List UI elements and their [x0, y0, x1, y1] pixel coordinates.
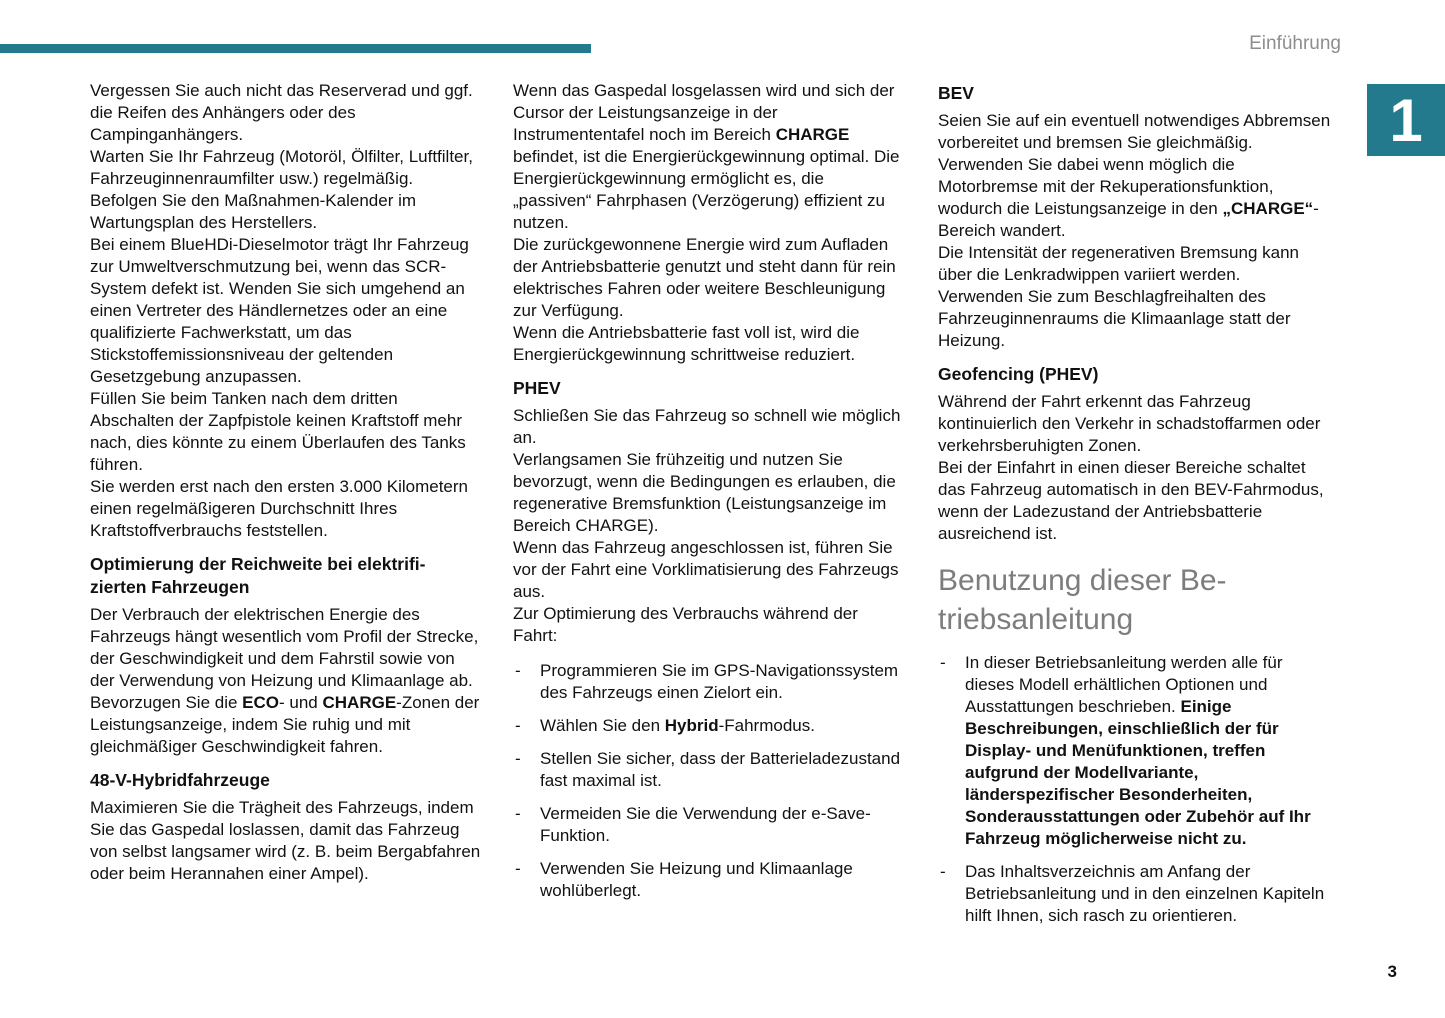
list-item: - Programmieren Sie im GPS-Navigationssystem des Fahrzeugs einen Zielort ein. — [513, 660, 905, 704]
list-item: - Wählen Sie den Hybrid-Fahrmodus. — [513, 715, 905, 737]
paragraph: Wenn das Fahrzeug angeschlossen ist, führen Sie vor der Fahrt eine Vorklimatisierung des Fahrzeugs aus. — [513, 538, 899, 601]
list-item: - Verwenden Sie Heizung und Klimaanlage wohlüberlegt. — [513, 858, 905, 902]
paragraph: Während der Fahrt erkennt das Fahrzeug kontinuierlich den Verkehr in schadstoffarmen oder verkehrsberuhigten Zonen. — [938, 392, 1321, 455]
paragraph: Vergessen Sie auch nicht das Reserverad und ggf. die Reifen des Anhängers oder des Campinganhängers. — [90, 81, 473, 144]
sub-heading: PHEV — [513, 378, 561, 398]
paragraph: Wenn das Gaspedal losgelassen wird und sich der Cursor der Leistungsanzeige in der Instrumententafel noch im Bereich CHARGE befindet, ist die Energierückgewinnung optimal. Die Energierückgewinnung ermöglicht es, die „passiven“ Fahrphasen (Verzögerung) effizient zu nutzen. — [513, 81, 900, 232]
paragraph: Wenn die Antriebsbatterie fast voll ist, wird die Energierückgewinnung schrittweise reduziert. — [513, 323, 860, 364]
paragraph: Verwenden Sie zum Beschlagfreihalten des Fahrzeuginnenraums die Klimaanlage statt der Heizung. — [938, 287, 1291, 350]
list-item: - Das Inhaltsverzeichnis am Anfang der Betriebsanleitung und in den einzelnen Kapiteln hilft Ihnen, sich rasch zu orientieren. — [938, 861, 1335, 927]
paragraph: Zur Optimierung des Verbrauchs während der Fahrt: — [513, 604, 858, 645]
paragraph: Füllen Sie beim Tanken nach dem dritten Abschalten der Zapfpistole keinen Kraftstoff mehr nach, dies könnte zu einem Überlaufen des Tanks führen. — [90, 389, 466, 474]
list-item: - In dieser Betriebsanleitung werden alle für dieses Modell erhältlichen Optionen und Ausstattungen beschrieben. Einige Beschreibungen, einschließlich der für Display- und Menüfunktionen, treffen aufgrund der Modellvariante, länderspezifischer Besonderheiten, Sonderausstattungen oder Zubehör auf Ihr Fahrzeug möglicherweise nicht zu. — [938, 652, 1335, 850]
content-column-2 — [513, 80, 905, 913]
sub-heading: Geofencing (PHEV) — [938, 364, 1099, 384]
list-item: - Stellen Sie sicher, dass der Batterieladezustand fast maximal ist. — [513, 748, 905, 792]
chapter-number-tab — [1367, 84, 1445, 156]
paragraph: Schließen Sie das Fahrzeug so schnell wie möglich an. — [513, 406, 901, 447]
accent-bar — [0, 44, 591, 53]
paragraph: Die Intensität der regenerativen Bremsung kann über die Lenkradwippen variiert werden. — [938, 243, 1299, 284]
content-column-3 — [938, 80, 1335, 938]
paragraph: Bei einem BlueHDi-Dieselmotor trägt Ihr Fahrzeug zur Umweltverschmutzung bei, wenn das SCR-System defekt ist. Wenden Sie sich umgehend an einen Vertreter des Händlernetzes oder an eine qualifizierte Fachwerkstatt, um das Stickstoffemissionsniveau der geltenden Gesetzgebung anzupassen. — [90, 235, 469, 386]
sub-heading: 48-V-Hybridfahrzeuge — [90, 770, 270, 790]
chapter-number: 1 — [1389, 86, 1423, 154]
list-item: - Vermeiden Sie die Verwendung der e-Save-Funktion. — [513, 803, 905, 847]
content-column-1 — [90, 80, 483, 885]
sub-heading: BEV — [938, 83, 974, 103]
dash-list — [513, 660, 905, 902]
paragraph: Sie werden erst nach den ersten 3.000 Kilometern einen regelmäßigeren Durchschnitt Ihres Kraftstoffverbrauchs feststellen. — [90, 477, 469, 540]
section-title: Benutzung dieser Be- triebsanleitung — [938, 564, 1227, 636]
paragraph: Der Verbrauch der elektrischen Energie des Fahrzeugs hängt wesentlich vom Profil der Strecke, der Geschwindigkeit und dem Fahrstil sowie von der Verwendung von Heizung und Klimaanlage ab. — [90, 605, 479, 690]
paragraph: Bei der Einfahrt in einen dieser Bereiche schaltet das Fahrzeug automatisch in den BEV-Fahrmodus, wenn der Ladezustand der Antriebsbatterie ausreichend ist. — [938, 458, 1324, 543]
paragraph: Bevorzugen Sie die ECO- und CHARGE-Zonen der Leistungsanzeige, indem Sie ruhig und mit gleichmäßiger Geschwindigkeit fahren. — [90, 693, 480, 756]
sub-heading: Optimierung der Reichweite bei elektrifi- zierten Fahrzeugen — [90, 554, 426, 597]
section-header: Einführung — [1249, 33, 1341, 54]
paragraph: Warten Sie Ihr Fahrzeug (Motoröl, Ölfilter, Luftfilter, Fahrzeuginnenraumfilter usw.) regelmäßig. Befolgen Sie den Maßnahmen-Kalender im Wartungsplan des Herstellers. — [90, 147, 473, 232]
page-number: 3 — [1387, 962, 1397, 981]
paragraph: Seien Sie auf ein eventuell notwendiges Abbremsen vorbereitet und bremsen Sie gleichmäßig. Verwenden Sie dabei wenn möglich die Motorbremse mit der Rekuperationsfunktion, wodurch die Leistungsanzeige in den „CHARGE“-Bereich wandert. — [938, 111, 1331, 240]
paragraph: Verlangsamen Sie frühzeitig und nutzen Sie bevorzugt, wenn die Bedingungen es erlauben, die regenerative Bremsfunktion (Leistungsanzeige im Bereich CHARGE). — [513, 450, 896, 535]
paragraph: Maximieren Sie die Trägheit des Fahrzeugs, indem Sie das Gaspedal loslassen, damit das Fahrzeug von selbst langsamer wird (z. B. beim Bergabfahren oder beim Herannahen einer Ampel). — [90, 798, 481, 883]
dash-list — [938, 652, 1335, 927]
paragraph: Die zurückgewonnene Energie wird zum Aufladen der Antriebsbatterie genutzt und steht dann für rein elektrisches Fahren oder weitere Beschleunigung zur Verfügung. — [513, 235, 896, 320]
